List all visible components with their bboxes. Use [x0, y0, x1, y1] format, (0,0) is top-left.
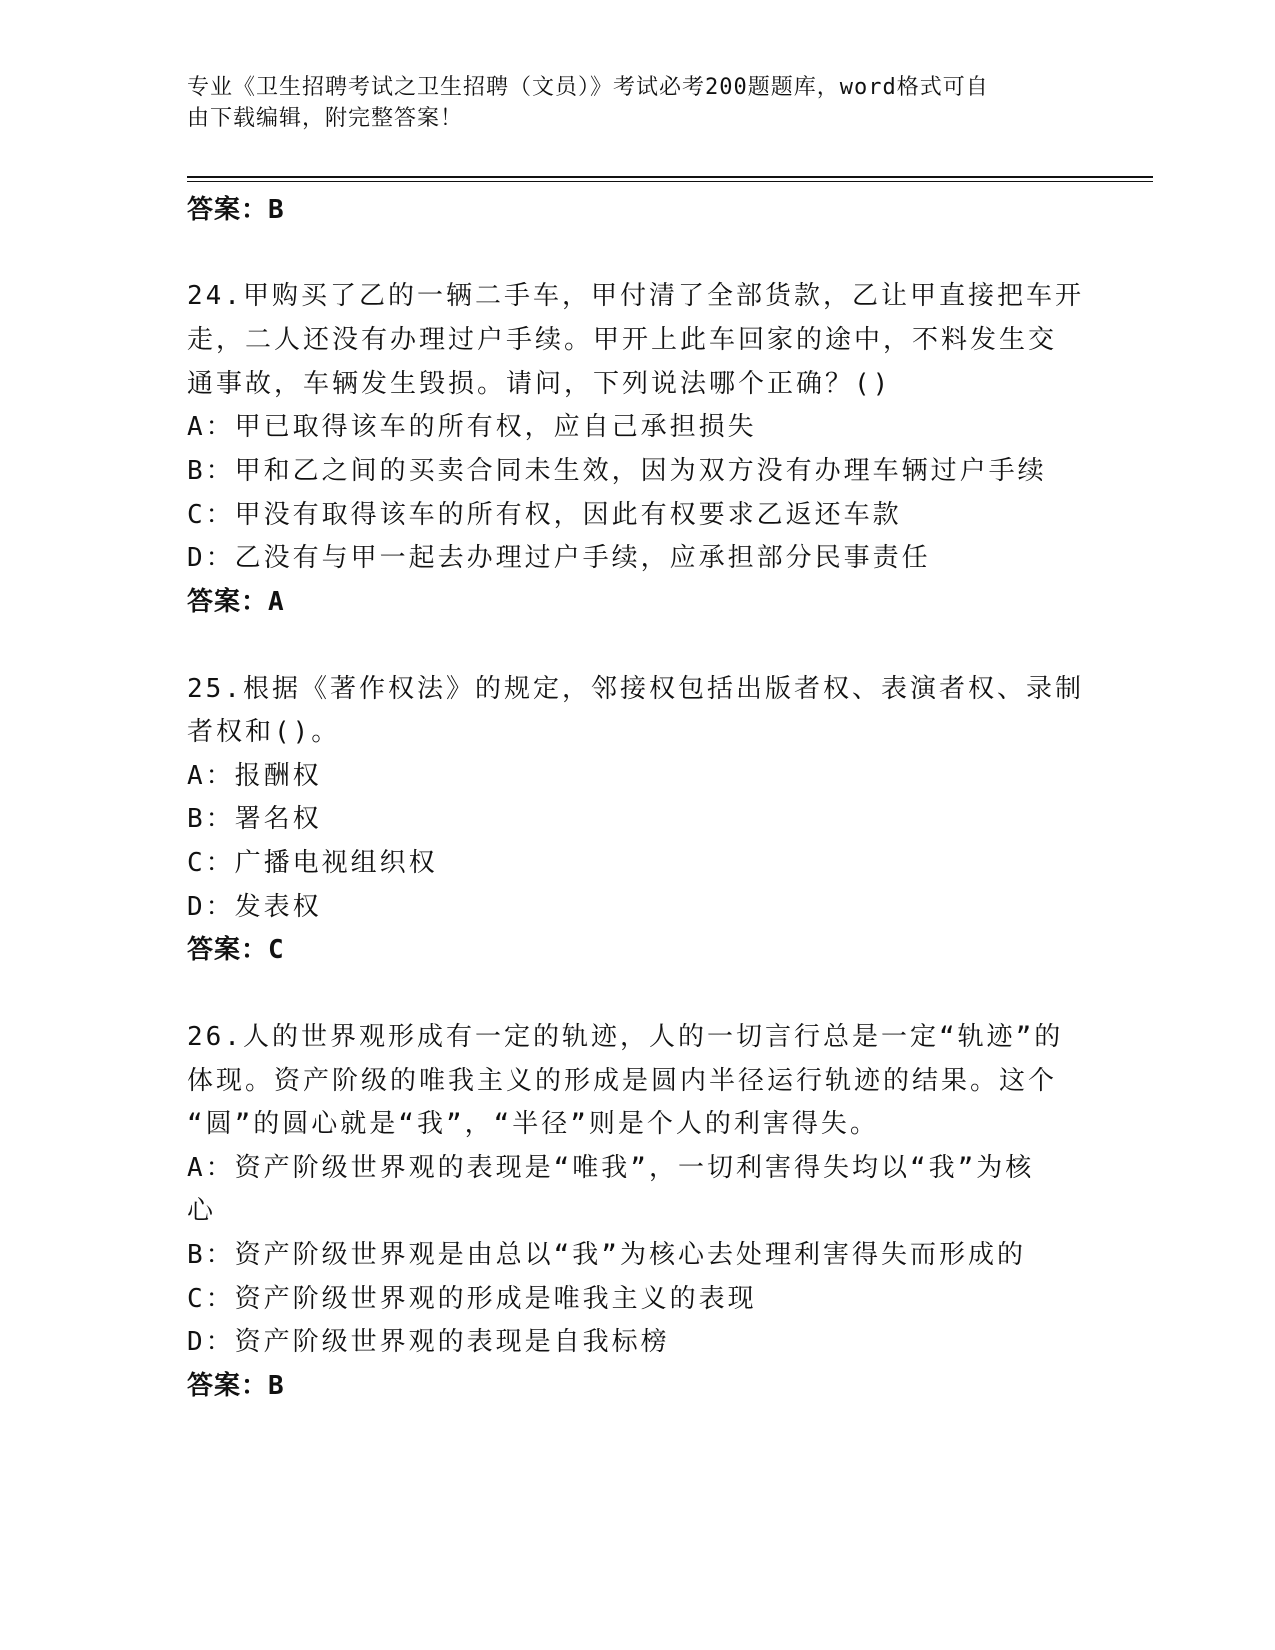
option-a: A：甲已取得该车的所有权，应自己承担损失: [187, 412, 757, 442]
document-header: [187, 72, 1067, 134]
option-a-continued: 心: [187, 1196, 217, 1226]
option-d: D：资产阶级世界观的表现是自我标榜: [187, 1327, 670, 1357]
question-stem-line: 26.人的世界观形成有一定的轨迹，人的一切言行总是一定“轨迹”的: [187, 1022, 1064, 1052]
question-stem-line: 走，二人还没有办理过户手续。甲开上此车回家的途中，不料发生交: [187, 325, 1058, 355]
option-d: D：乙没有与甲一起去办理过户手续，应承担部分民事责任: [187, 543, 931, 573]
answer-line: 答案：A: [187, 587, 285, 617]
header-line-2: 由下载编辑，附完整答案！: [187, 106, 464, 131]
option-a: A：报酬权: [187, 761, 322, 791]
option-b: B：资产阶级世界观是由总以“我”为核心去处理利害得失而形成的: [187, 1240, 1026, 1270]
header-line-1: 专业《卫生招聘考试之卫生招聘（文员）》考试必考200题题库，word格式可自: [187, 75, 989, 100]
header-divider-thin: [187, 181, 1153, 182]
question-stem-line: 25.根据《著作权法》的规定，邻接权包括出版者权、表演者权、录制: [187, 674, 1084, 704]
question-stem-line: 通事故，车辆发生毁损。请问，下列说法哪个正确？(): [187, 369, 892, 399]
answer-line: 答案：B: [187, 195, 285, 225]
option-c: C：甲没有取得该车的所有权，因此有权要求乙返还车款: [187, 500, 902, 530]
option-c: C：资产阶级世界观的形成是唯我主义的表现: [187, 1284, 757, 1314]
option-b: B：署名权: [187, 804, 322, 834]
question-stem-line: 者权和()。: [187, 717, 341, 747]
question-stem-line: 24.甲购买了乙的一辆二手车，甲付清了全部货款，乙让甲直接把车开: [187, 281, 1084, 311]
option-b: B：甲和乙之间的买卖合同未生效，因为双方没有办理车辆过户手续: [187, 456, 1047, 486]
option-c: C：广播电视组织权: [187, 848, 438, 878]
header-divider: [187, 176, 1153, 178]
option-d: D：发表权: [187, 892, 322, 922]
answer-line: 答案：C: [187, 935, 285, 965]
question-stem-line: 体现。资产阶级的唯我主义的形成是圆内半径运行轨迹的结果。这个: [187, 1066, 1058, 1096]
question-stem-line: “圆”的圆心就是“我”，“半径”则是个人的利害得失。: [187, 1109, 879, 1139]
answer-line: 答案：B: [187, 1371, 285, 1401]
option-a: A：资产阶级世界观的表现是“唯我”，一切利害得失均以“我”为核: [187, 1153, 1035, 1183]
